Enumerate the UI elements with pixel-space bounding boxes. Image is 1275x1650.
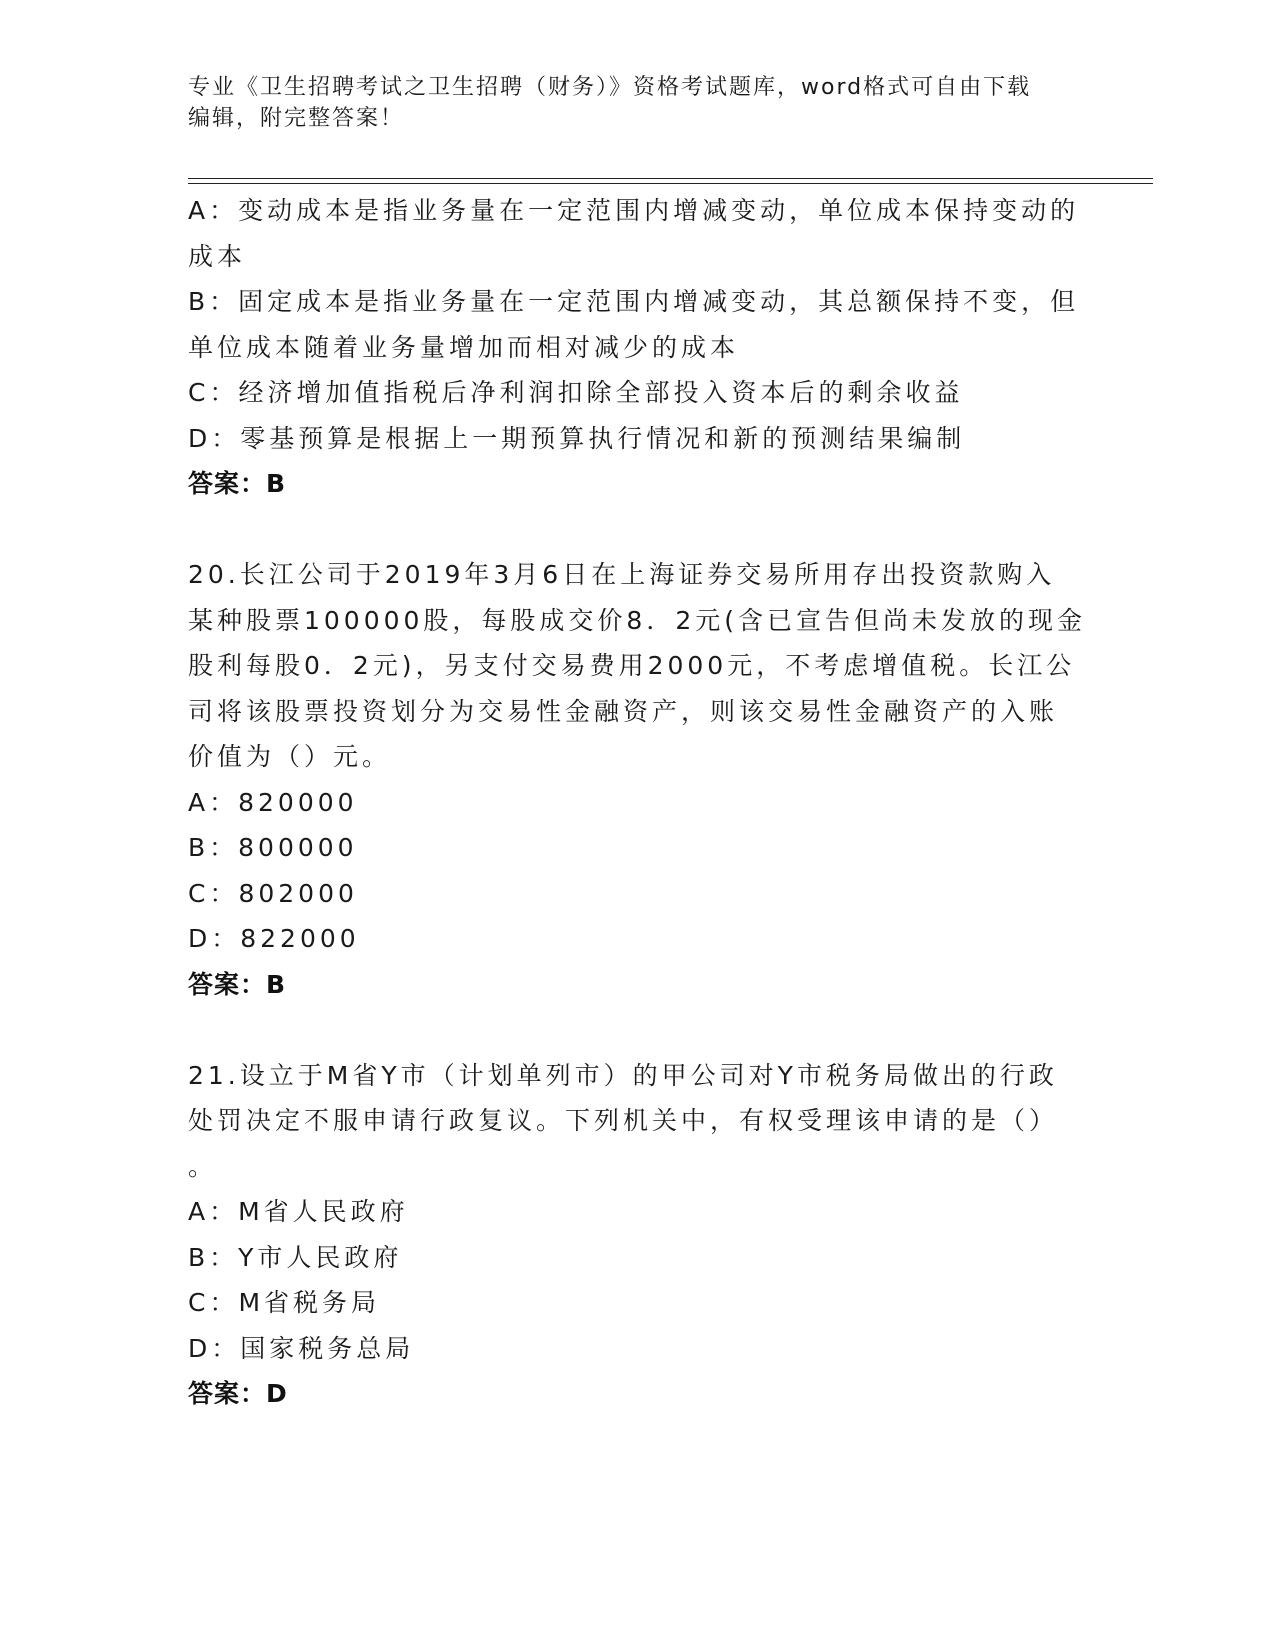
question-block-21	[188, 1053, 1088, 1417]
answer-label: 答案：D	[188, 1379, 288, 1408]
header-line: 专业《卫生招聘考试之卫生招聘（财务）》资格考试题库，word格式可自由下载	[188, 75, 1032, 100]
option-line: D：国家税务总局	[188, 1333, 415, 1363]
option-line: B：Y市人民政府	[188, 1242, 403, 1272]
question-line: 20.长江公司于2019年3月6日在上海证券交易所用存出投资款购入	[188, 560, 1056, 589]
header-divider-bottom	[188, 183, 1153, 184]
option-line: A：变动成本是指业务量在一定范围内增减变动，单位成本保持变动的	[188, 196, 1080, 225]
option-line: B：800000	[188, 833, 358, 862]
question-block-20	[188, 552, 1088, 1007]
question-content	[188, 188, 1088, 1417]
option-line: D：零基预算是根据上一期预算执行情况和新的预测结果编制	[188, 423, 966, 453]
option-line: C：802000	[188, 878, 358, 908]
question-block-19	[188, 188, 1088, 507]
question-line: 司将该股票投资划分为交易性金融资产，则该交易性金融资产的入账	[188, 696, 1059, 726]
question-line: 价值为（）元。	[188, 742, 392, 771]
spacer	[188, 507, 1088, 553]
question-line: 某种股票100000股，每股成交价8．2元(含已宣告但尚未发放的现金	[188, 605, 1087, 635]
option-line: B：固定成本是指业务量在一定范围内增减变动，其总额保持不变，但	[188, 287, 1080, 316]
option-line: A：820000	[188, 787, 358, 817]
option-line: D：822000	[188, 924, 360, 953]
question-line: 处罚决定不服申请行政复议。下列机关中，有权受理该申请的是（）	[188, 1106, 1059, 1135]
header-divider-top	[188, 178, 1153, 179]
question-line: 股利每股0．2元)，另支付交易费用2000元，不考虑增值税。长江公	[188, 651, 1076, 680]
answer-label: 答案：B	[188, 469, 287, 498]
answer-label: 答案：B	[188, 969, 287, 999]
header-line: 编辑，附完整答案！	[188, 106, 405, 131]
question-line: 。	[188, 1151, 218, 1181]
spacer	[188, 1007, 1088, 1053]
option-line: C：M省税务局	[188, 1288, 381, 1317]
question-line: 21.设立于M省Y市（计划单列市）的甲公司对Y市税务局做出的行政	[188, 1060, 1058, 1090]
document-header	[188, 72, 1088, 134]
option-line: A：M省人民政府	[188, 1197, 409, 1226]
option-line: 单位成本随着业务量增加而相对减少的成本	[188, 332, 740, 362]
option-line: C：经济增加值指税后净利润扣除全部投入资本后的剩余收益	[188, 378, 964, 407]
option-line: 成本	[188, 241, 247, 271]
